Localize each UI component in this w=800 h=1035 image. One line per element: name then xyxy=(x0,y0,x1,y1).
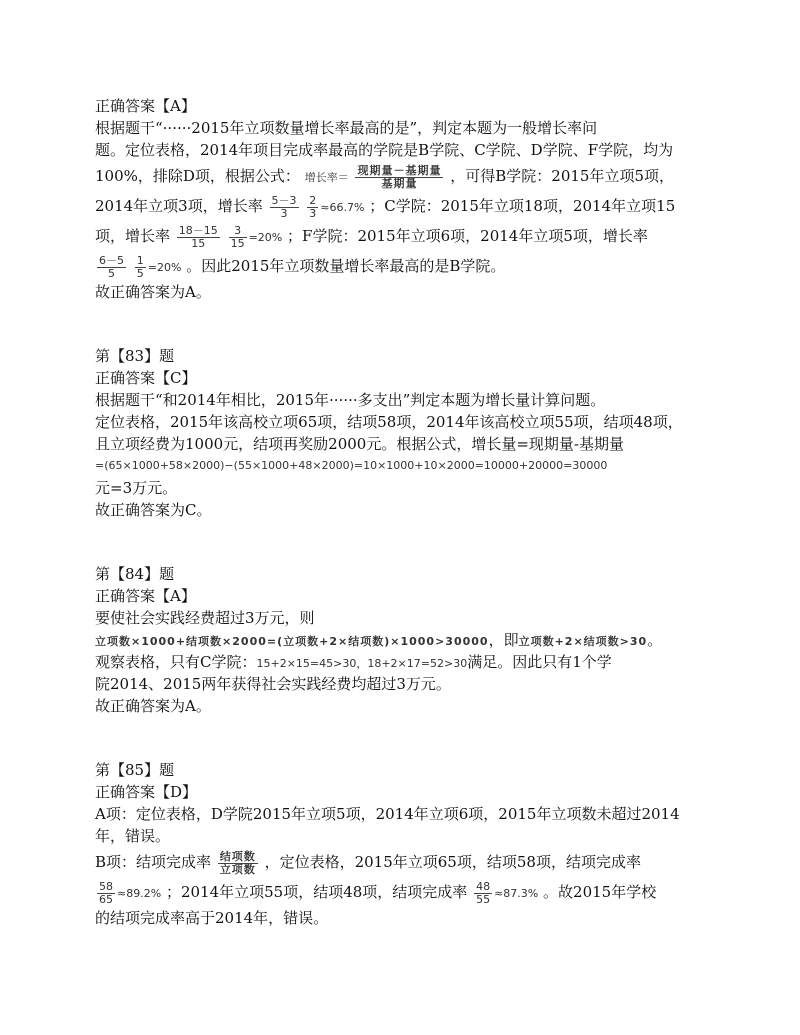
growth-rate-formula: $\frac{\text{现期量－基期量}}{\text{基期量}}$ xyxy=(357,163,442,190)
q84-answer: 正确答案【A】 xyxy=(95,587,196,605)
q83-title: 第【83】题 xyxy=(95,347,175,365)
q83-conclusion: 故正确答案为C。 xyxy=(95,501,212,519)
q83-text-line-5: 元=3万元。 xyxy=(95,479,178,497)
q84-conclusion: 故正确答案为A。 xyxy=(95,697,211,715)
q83-formula-line: =(65×1000+58×2000)−(55×1000+48×2000)=10×1000+10×2000=10000+20000=30000 xyxy=(95,459,608,472)
q85-text-line-5: 的结项完成率高于2014年，错误。 xyxy=(95,909,329,927)
fraction-f-growth: $\frac{6-5}{5}$ xyxy=(99,253,124,280)
q85-answer: 正确答案【D】 xyxy=(95,783,198,801)
q83-text-line-2: 定位表格，2015年该高校立项65项，结项58项，2014年该高校立项55项，结项48项， xyxy=(95,413,683,431)
q84-text-line-3: 观察表格，只有C学院：15+2×15=45>30，18+2×17=52>30满足。因此只有1个学 xyxy=(95,653,612,671)
fraction-b-growth: $\frac{5-3}{3}$ xyxy=(271,193,297,220)
q82-text-line-2: 题。定位表格，2014年项目完成率最高的学院是B学院、C学院、D学院、F学院，均为 xyxy=(95,141,674,159)
q85-text-line-4: $\frac{58}{65}$ ≈89.2% ；2014年立项55项，结项48项，结项完成率 $\frac{48}{55}$ ≈87.3% 。故2015年学校 xyxy=(99,879,657,906)
q84-text-line-4: 院2014、2015两年获得社会实践经费均超过3万元。 xyxy=(95,675,451,693)
q84-title: 第【84】题 xyxy=(95,565,175,583)
q83-answer: 正确答案【C】 xyxy=(95,369,197,387)
q82-text-line-1: 根据题干“······2015年立项数量增长率最高的是”，判定本题为一般增长率问 xyxy=(95,119,598,137)
q82-text-line-3: 100%，排除D项，根据公式： 增长率＝ $\frac{\text{现期量－基期量}}{\text{基期量}}$ ，可得B学院：2015年立项5项， xyxy=(95,163,675,190)
q83-text-line-1: 根据题干“和2014年相比，2015年······多支出”判定本题为增长量计算问题。 xyxy=(95,391,606,409)
q82-text-line-4: 2014年立项3项，增长率 $\frac{5-3}{3}$ $\frac{2}{3}$ ≈66.7% ；C学院：2015年立项18项，2014年立项15 xyxy=(95,193,676,220)
q83-text-line-3: 且立项经费为1000元，结项再奖励2000元。根据公式，增长量=现期量-基期量 xyxy=(95,435,624,453)
fraction-c-growth: $\frac{18-15}{15}$ xyxy=(178,223,218,250)
q82-answer: 正确答案【A】 xyxy=(95,97,196,115)
q85-text-line-3: B项：结项完成率 $\frac{\text{结项数}}{\text{立项数}}$ ，定位表格，2015年立项65项，结项58项，结项完成率 xyxy=(95,849,641,876)
q85-title: 第【85】题 xyxy=(95,761,175,779)
q84-text-line-1: 要使社会实践经费超过3万元，则 xyxy=(95,609,315,627)
completion-rate-formula: $\frac{\text{结项数}}{\text{立项数}}$ xyxy=(219,849,256,876)
answer-document xyxy=(95,95,715,929)
q82-text-line-6: $\frac{6-5}{5}$ $\frac{1}{5}$ =20% 。因此2015年立项数量增长率最高的是B学院。 xyxy=(99,253,506,280)
q85-text-line-1: A项：定位表格，D学院2015年立项5项，2014年立项6项，2015年立项数未超过2014 xyxy=(95,805,680,823)
q82-conclusion: 故正确答案为A。 xyxy=(95,283,211,301)
q84-formula-line: 立项数×1000+结项数×2000=(立项数+2×结项数)×1000>30000，即立项数+2×结项数>30。 xyxy=(95,631,663,649)
q82-text-line-5: 项，增长率 $\frac{18-15}{15}$ $\frac{3}{15}$ =20% ；F学院：2015年立项6项，2014年立项5项，增长率 xyxy=(95,223,648,250)
fraction-2015-rate: $\frac{58}{65}$ xyxy=(99,879,113,906)
fraction-2014-rate: $\frac{48}{55}$ xyxy=(476,879,491,906)
formula-prefix: 增长率＝ xyxy=(304,171,349,184)
q85-text-line-2: 年，错误。 xyxy=(95,827,171,845)
